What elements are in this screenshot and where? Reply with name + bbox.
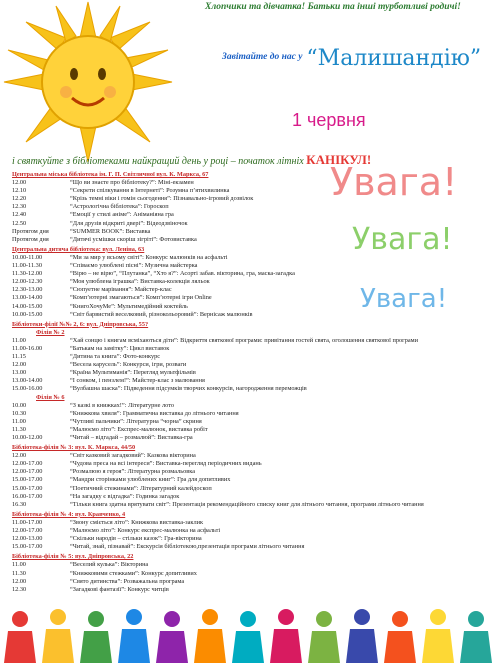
library-title: Бібліотека-філія № 4: вул. Кравченко, 4: [12, 510, 126, 518]
schedule-event: “Поетичний стежинами”: Літературний калейдоскоп: [70, 484, 212, 492]
invite-heading: [222, 46, 481, 71]
schedule-row: [12, 519, 486, 527]
invite-title: “Малишандію”: [306, 46, 482, 71]
schedule-time: 12.30-13.00: [12, 286, 43, 294]
schedule-row: [12, 278, 486, 286]
schedule-event: “Чутливі пальчики”: Літературна “чорна” скриня: [70, 417, 202, 425]
schedule-time: 14.00-15.00: [12, 302, 43, 310]
schedule-row: [12, 402, 486, 410]
schedule-row: [12, 236, 486, 244]
schedule-row: [12, 303, 486, 311]
slogan-kanikuly: КАНІКУЛ!: [306, 152, 372, 167]
schedule-row: [12, 254, 486, 262]
schedule-event: “Батькам на замітку”: Цикл виставок: [70, 344, 170, 352]
schedule-event: “Комп’ютерні змагаються”: Комп’ютерні ігри Online: [70, 294, 212, 302]
schedule-event: “Дитина та книга”: Фото-конкурс: [70, 353, 161, 361]
schedule-event: “Емоції у стилі аніме”: Аніманіяна гра: [70, 211, 174, 219]
schedule-row: [12, 570, 486, 578]
schedule-row: [12, 220, 486, 228]
schedule-event: “Скільки народів – стільки казок”: Гра-вікторина: [70, 535, 202, 543]
greeting-text: Хлопчики та дівчатка! Батьки та інші турботливі родичі!: [205, 2, 461, 12]
schedule-row: [12, 179, 486, 187]
schedule-event: “Вулбашна шаска”: Підведення підсумків творчих конкурсів, нагородження переможців: [70, 385, 307, 393]
schedule-time: 15.00-17.00: [12, 476, 43, 484]
schedule-time: 12.00-17.00: [12, 527, 43, 535]
schedule-time: 10.00: [12, 401, 27, 409]
schedule-event: “Світ барвистий веселковий, різнокольоровий”: Вернісаж малюнків: [70, 310, 253, 318]
schedule-event: “Мандри сторінками улюблених книг”: Гра для допитливих: [70, 476, 231, 484]
sun-illustration: [0, 0, 175, 165]
schedule-row: [12, 586, 486, 594]
schedule-event: “Ми за мир у всьому світі”: Конкурс малюнків на асфальті: [70, 253, 228, 261]
schedule-time: 12.20: [12, 195, 27, 203]
schedule-event: “Вірю – не вірю”, “Плутанка”, “Хто я?”: Асорті забав. вікторина, гра, маска-загадка: [70, 270, 295, 278]
schedule-event: “Книжковими стежками”: Конкурс допитливих: [70, 569, 197, 577]
library-title: Центральна дитяча бібліотека: вул. Леніна, 63: [12, 245, 145, 253]
schedule-event: “З казкі в книжках!”: Літературне лото: [70, 401, 175, 409]
schedule-event: “Тільки книга здатна врятувати світ”: Презентація рекомендаційного списку книг для літнього читання, програми літнього читання: [70, 500, 424, 508]
schedule-event: “Для друзів відкриті двері”: Відеодзвіночок: [70, 219, 188, 227]
schedule-row: [12, 527, 486, 535]
schedule-row: [12, 211, 486, 219]
slogan-text: і святкуйте з бібліотеками найкращий день у році – початок літніх: [12, 156, 307, 167]
schedule-event: “Що ви знаєте про бібліотеку?”: Міні-екзамен: [70, 179, 194, 187]
branch-subtitle: Філія № 6: [36, 393, 65, 401]
schedule-event: “Країна Мультиманія”: Перегляд мультфільмів: [70, 369, 196, 377]
schedule-row: [12, 501, 486, 509]
schedule-event: “Чудова преса на всі інтереси”: Виставка-перегляд періодичних видань: [70, 460, 262, 468]
children-silhouettes-strip: [0, 605, 500, 663]
schedule-row: [12, 369, 486, 377]
schedule-row: [12, 493, 486, 501]
schedule-time: 11.15: [12, 353, 26, 361]
schedule-row: [12, 485, 486, 493]
schedule-event: “Загадкові фантазії”: Конкурс читців: [70, 585, 169, 593]
schedule-row: [12, 543, 486, 551]
schedule-time: 10.00-15.00: [12, 310, 43, 318]
schedule-event: “Свято дитинства”: Розважальна програма: [70, 577, 185, 585]
schedule-time: 11.30: [12, 569, 26, 577]
schedule-row: [12, 426, 486, 434]
schedule-time: 12.00: [12, 361, 27, 369]
schedule-row: [12, 337, 486, 345]
schedule-row: [12, 578, 486, 586]
schedule-time: 10.00-11.00: [12, 253, 43, 261]
schedule-time: 12.30: [12, 203, 27, 211]
schedule-event: “Сюпуетне марівання”: Майстер-клас: [70, 286, 172, 294]
schedule-event: “Астрологічна бібліотека”: Гороскоп: [70, 203, 169, 211]
schedule-row: [12, 410, 486, 418]
schedule-row: [12, 345, 486, 353]
schedule-time: 13.00-14.00: [12, 294, 43, 302]
schedule-row: [12, 434, 486, 442]
library-title: Бібліотеки-філії №№ 2, 6: вул. Дніпровська, 55?: [12, 320, 149, 328]
schedule-row: [12, 561, 486, 569]
schedule-time: 12.00: [12, 179, 27, 187]
schedule-row: [12, 377, 486, 385]
schedule-row: [12, 311, 486, 319]
schedule-event: “Читай – відгадай – розмалюй”: Виставка-гра: [70, 434, 193, 441]
schedule-time: 12.00-17.00: [12, 468, 43, 476]
schedule-event: “І сонком, і пензлем!”: Майстер-клас з малювання: [70, 377, 205, 385]
schedule-row: [12, 476, 486, 484]
schedule-time: 11.00: [12, 417, 26, 425]
schedule-event: “Малюємо літо”: Експрес-малюнок, виставка робіт: [70, 425, 208, 433]
slogan: [12, 152, 371, 168]
schedule-time: 15.00-16.00: [12, 385, 43, 393]
schedule-row: [12, 187, 486, 195]
schedule-event: “Крізь темні віки і гомін сьогодення”: Пізнавально-ігровий дозвілок: [70, 195, 254, 203]
attention-banner-2: Увага!: [352, 222, 453, 257]
schedule-event: “Світ казковий загадковий”: Казкова вікторина: [70, 452, 196, 460]
schedule-time: 12.00-13.00: [12, 535, 43, 543]
schedule-time: 12.50: [12, 219, 27, 227]
event-schedule: [12, 169, 486, 594]
schedule-time: 13.00: [12, 369, 27, 377]
schedule-time: 12.10: [12, 187, 27, 195]
schedule-time: 11.00-16.00: [12, 344, 43, 352]
schedule-time: 12.30: [12, 585, 27, 593]
schedule-row: [12, 286, 486, 294]
schedule-time: 11.00-17.00: [12, 518, 43, 526]
schedule-time: Протягом дня: [12, 227, 49, 235]
schedule-event: “SUMMER BOOK”: Виставка: [70, 227, 151, 235]
schedule-row: [12, 195, 486, 203]
schedule-time: 12.00-12.30: [12, 278, 43, 286]
schedule-event: “Моя улюблена іграшка”: Виставка-колекція ляльок: [70, 278, 210, 286]
schedule-time: 15.00-17.00: [12, 484, 43, 492]
schedule-row: [12, 460, 486, 468]
library-title: Центральна міська бібліотека ім. Г. П. Світличної вул. К. Маркса, 67: [12, 171, 209, 178]
schedule-event: “КнигоХочуМе”: Мультимедійний коктейль: [70, 302, 188, 310]
schedule-time: 11.30: [12, 425, 26, 433]
invite-prefix: Завітайте до нас у: [222, 52, 303, 62]
schedule-row: [12, 535, 486, 543]
schedule-row: [12, 418, 486, 426]
schedule-event: “Книжкова хвиля”: Грамматична виставка до літнього читання: [70, 409, 239, 417]
schedule-row: [12, 385, 486, 393]
schedule-event: “Хай сонцю і книгам всміхаються діти”: Відкриття святкової програми: привітання гостей свята, оголошення святкової програми: [70, 336, 419, 344]
schedule-time: 15.00-17.00: [12, 543, 43, 551]
schedule-row: [12, 262, 486, 270]
schedule-event: “Малюємо літо”: Конкурс експрес-малюнка на асфальті: [70, 527, 221, 535]
schedule-time: 10.30: [12, 409, 27, 417]
schedule-time: 12.00: [12, 452, 27, 460]
schedule-event: “Дитячі усмішки скоріш зігріті”: Фотовиставка: [70, 235, 197, 243]
schedule-event: “Співаємо улюблені пісні”: Музична майстерка: [70, 262, 198, 270]
schedule-row: [12, 353, 486, 361]
schedule-time: 16.30: [12, 500, 27, 508]
schedule-time: 11.00: [12, 336, 26, 344]
schedule-event: “Читай, знай, пізнавай”: Екскурсія бібліотекою,презентація програми літнього читання: [70, 543, 305, 551]
schedule-row: [12, 270, 486, 278]
schedule-row: [12, 452, 486, 460]
schedule-event: “Розмалюю я героя”: Літературна розмальовка: [70, 468, 195, 476]
schedule-time: 11.30-12.00: [12, 270, 43, 278]
attention-banner-1: Увага!: [330, 160, 458, 204]
sun-face: [42, 36, 134, 128]
schedule-time: 12.40: [12, 211, 27, 219]
schedule-row: [12, 294, 486, 302]
schedule-row: [12, 468, 486, 476]
schedule-time: 16.00-17.00: [12, 492, 43, 500]
schedule-time: Протягом дня: [12, 235, 49, 243]
children-figures: [4, 609, 492, 663]
event-date: 1 червня: [292, 110, 366, 130]
branch-subtitle: Філія № 2: [36, 328, 65, 336]
schedule-time: 11.00-11.30: [12, 262, 42, 270]
schedule-row: [12, 228, 486, 236]
schedule-time: 13.00-14.00: [12, 377, 43, 385]
schedule-row: [12, 203, 486, 211]
schedule-time: 12.00: [12, 577, 27, 585]
schedule-time: 10.00-12.00: [12, 434, 43, 441]
attention-banner-3: Увага!: [360, 284, 448, 314]
schedule-event: “Секрети спілкування в Інтернеті”: Розумна п’ятихвилинка: [70, 187, 230, 195]
library-title: Бібліотека-філія № 5: вул. Дніпровська, 22: [12, 553, 134, 561]
schedule-event: “Веселий кулька”: Вікторина: [70, 561, 149, 569]
library-title: Бібліотека-філія № 3: вул. К. Маркса, 44/50: [12, 444, 136, 452]
schedule-time: 11.00: [12, 561, 26, 569]
schedule-time: 12.00-17.00: [12, 460, 43, 468]
schedule-event: “Звону сміється літо”: Книжкова виставка-заклик: [70, 518, 204, 526]
schedule-row: [12, 361, 486, 369]
schedule-event: “На загадку є відгадка”: Годинка загадок: [70, 492, 180, 500]
schedule-event: “Весела карусель”: Конкурси, ігри, розваги: [70, 361, 187, 369]
